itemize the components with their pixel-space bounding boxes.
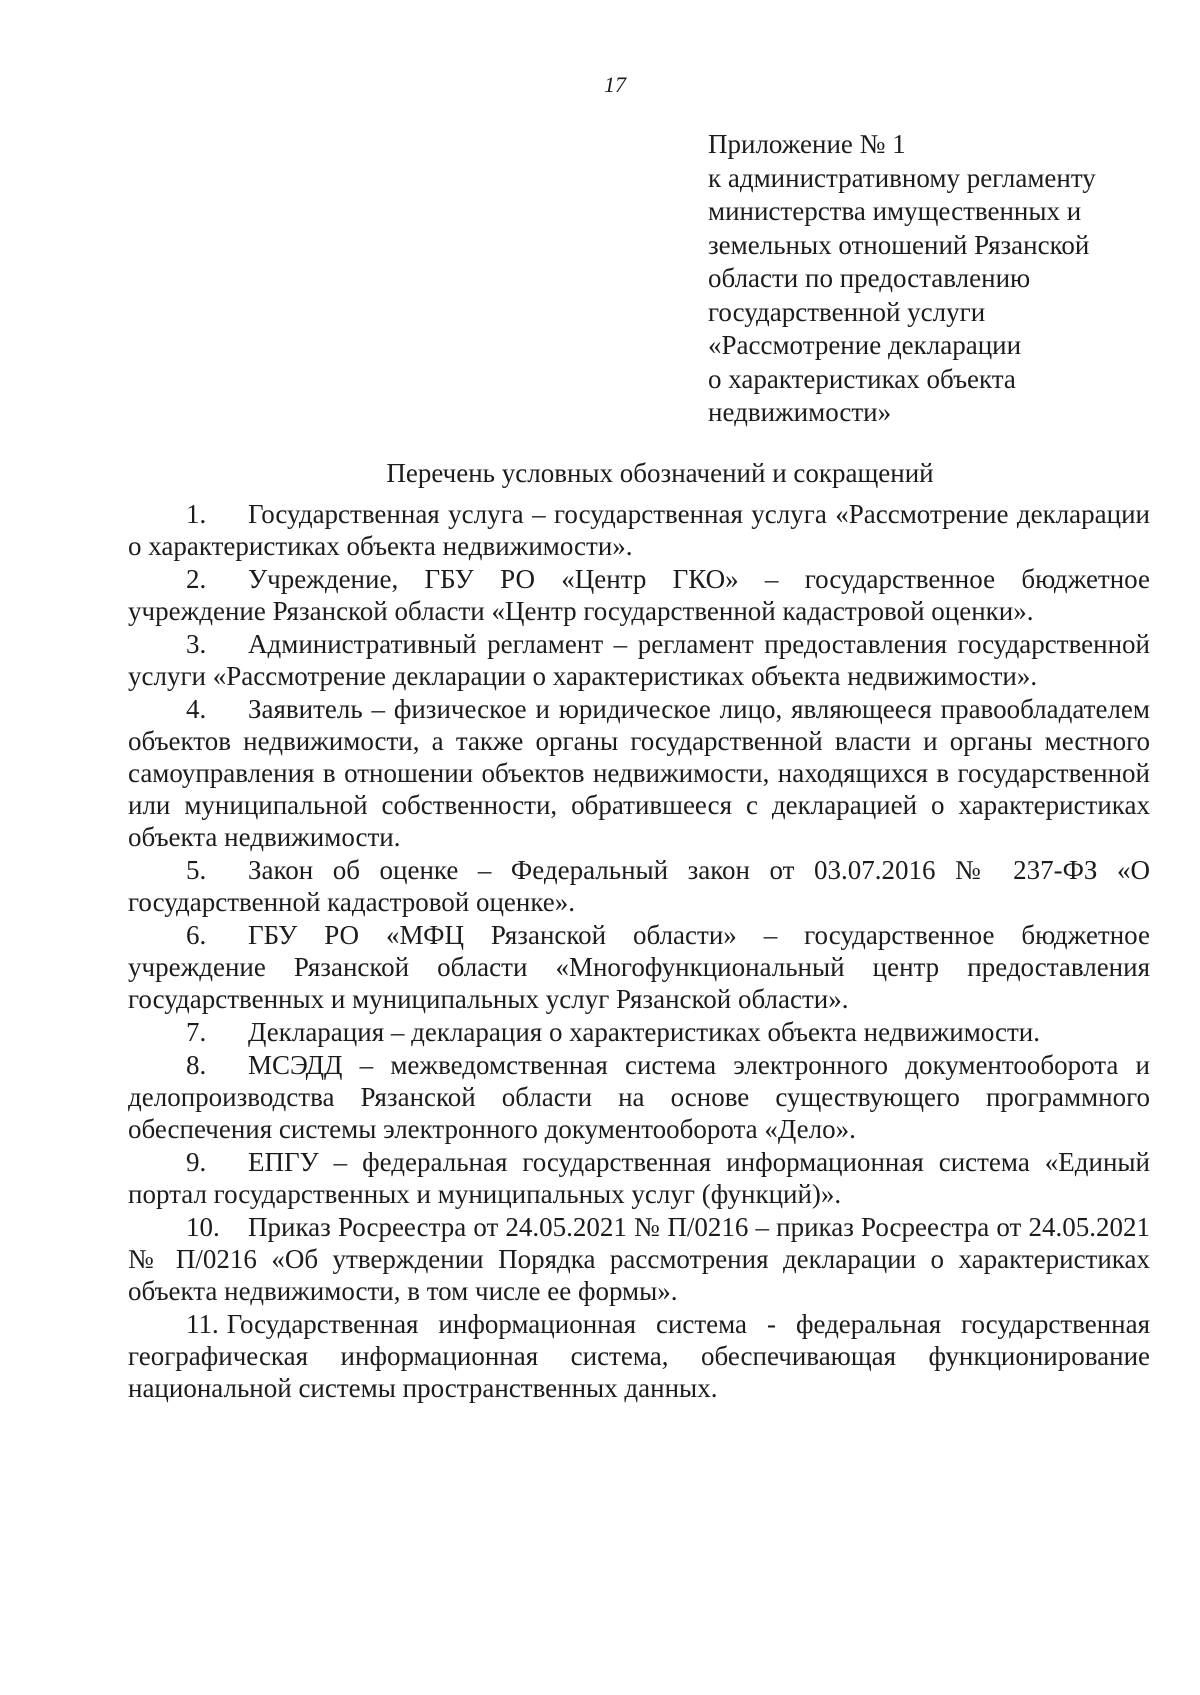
item-text: Государственная услуга – государственная услуга «Рассмотрение декларации о характеристиках объекта недвижимости». — [128, 499, 1150, 561]
list-item — [128, 1016, 1150, 1048]
item-text: Административный регламент – регламент предоставления государственной услуги «Рассмотрение декларации о характеристиках объекта недвижимости». — [128, 629, 1150, 691]
item-number: 6. — [186, 920, 207, 950]
list-item — [128, 498, 1150, 562]
item-number: 1. — [186, 499, 207, 529]
list-item — [128, 1211, 1150, 1307]
item-number: 4. — [186, 694, 207, 724]
appendix-line: министерства имущественных и — [708, 196, 1082, 226]
appendix-line: земельных отношений Рязанской — [708, 229, 1090, 260]
appendix-line: области по предоставлению — [708, 263, 1031, 293]
item-text: Государственная информационная система - федеральная государственная географическая информационная система, обеспечивающая функционирование национальной системы пространственных данных. — [128, 1309, 1150, 1403]
item-text: Заявитель – физическое и юридическое лицо, являющееся правообладателем объектов недвижимости, а также органы государственной власти и органы местного самоуправления в отношении объектов недвижимости, находящихся в государственной или муниципальной собственности, обратившееся с декларацией о характеристиках объекта недвижимости. — [128, 694, 1150, 852]
item-text: Учреждение, ГБУ РО «Центр ГКО» – государственное бюджетное учреждение Рязанской области «Центр государственной кадастровой оценки». — [128, 564, 1150, 626]
page-number: 17 — [604, 72, 626, 97]
appendix-line: недвижимости» — [708, 397, 892, 427]
item-number: 10. — [186, 1212, 220, 1242]
item-text: Закон об оценке – Федеральный закон от 03.07.2016 № 237-ФЗ «О государственной кадастровой оценке». — [128, 855, 1150, 917]
list-item — [128, 1146, 1150, 1210]
item-text: ГБУ РО «МФЦ Рязанской области» – государственное бюджетное учреждение Рязанской области «Многофункциональный центр предоставления государственных и муниципальных услуг Рязанской области». — [128, 920, 1150, 1014]
item-number: 11. — [186, 1309, 219, 1339]
list-item — [128, 563, 1150, 627]
item-number: 3. — [186, 629, 207, 659]
item-text: Декларация – декларация о характеристиках объекта недвижимости. — [248, 1017, 1040, 1047]
appendix-header — [708, 128, 1138, 430]
list-item — [128, 1308, 1150, 1404]
item-number: 5. — [186, 855, 207, 885]
item-number: 9. — [186, 1147, 207, 1177]
appendix-line: о характеристиках объекта — [708, 363, 1016, 394]
item-text: МСЭДД – межведомственная система электронного документооборота и делопроизводства Рязанской области на основе существующего программного обеспечения системы электронного документооборота «Дело». — [128, 1050, 1150, 1144]
list-item — [128, 919, 1150, 1015]
item-text: Приказ Росреестра от 24.05.2021 № П/0216 – приказ Росреестра от 24.05.2021 № П/0216 «Об утверждении Порядка рассмотрения декларации о характеристиках объекта недвижимости, в том числе ее формы». — [128, 1212, 1150, 1306]
appendix-line: «Рассмотрение декларации — [708, 330, 1022, 360]
item-number: 8. — [186, 1050, 207, 1080]
item-number: 2. — [186, 564, 207, 594]
list-item — [128, 693, 1150, 853]
list-item — [128, 1049, 1150, 1145]
item-text: ЕПГУ – федеральная государственная информационная система «Единый портал государственных и муниципальных услуг (функций)». — [128, 1147, 1150, 1209]
abbreviations-list — [128, 498, 1150, 1405]
appendix-line: к административному регламенту — [708, 162, 1096, 193]
list-item — [128, 628, 1150, 692]
appendix-line: Приложение № 1 — [708, 129, 906, 159]
item-number: 7. — [186, 1017, 207, 1047]
list-item — [128, 854, 1150, 918]
document-title: Перечень условных обозначений и сокращений — [386, 458, 934, 488]
appendix-line: государственной услуги — [708, 296, 986, 327]
